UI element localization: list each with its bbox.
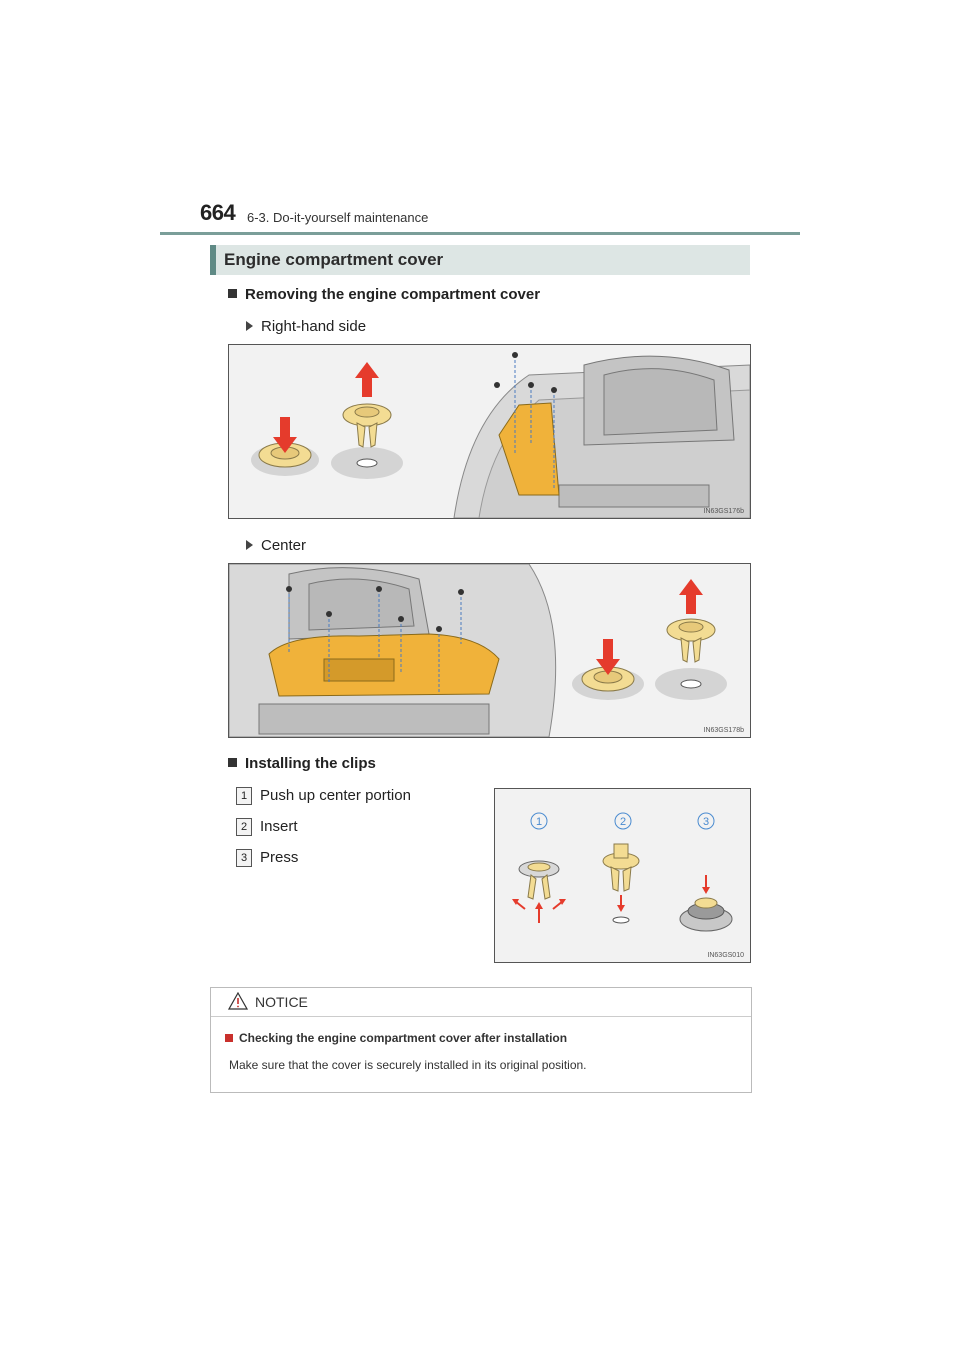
square-bullet-icon <box>228 758 237 767</box>
warning-triangle-icon <box>228 992 248 1010</box>
figure-id: IN63GS010 <box>707 952 744 959</box>
right-hand-side-figure <box>228 344 751 519</box>
center-label: Center <box>261 537 307 554</box>
removing-title: Removing the engine compartment cover <box>245 286 541 303</box>
center-figure <box>228 563 751 738</box>
square-bullet-icon <box>228 289 237 298</box>
engine-bay-right-illustration <box>229 345 750 518</box>
engine-bay-center-illustration <box>229 564 750 737</box>
step-text: Press <box>260 849 299 866</box>
notice-title: NOTICE <box>255 994 308 1010</box>
notice-subtitle: Checking the engine compartment cover after installation <box>239 1031 568 1045</box>
clip-steps-illustration <box>495 789 750 962</box>
section-heading <box>210 245 750 275</box>
header-rule <box>160 232 800 235</box>
step-2 <box>236 818 298 836</box>
right-hand-side-bullet <box>246 318 366 335</box>
notice-header <box>211 988 751 1017</box>
fig-label-1: 1 <box>535 816 543 828</box>
step-1 <box>236 787 411 805</box>
step-number: 1 <box>236 787 252 805</box>
notice-body: Make sure that the cover is securely installed in its original position. <box>229 1058 587 1072</box>
section-title: 6-3. Do-it-yourself maintenance <box>247 210 429 225</box>
removing-subheading <box>228 286 540 303</box>
installing-subheading <box>228 755 376 772</box>
fig-label-2: 2 <box>619 816 627 828</box>
heading-title: Engine compartment cover <box>224 250 444 269</box>
step-text: Push up center portion <box>260 787 411 804</box>
triangle-bullet-icon <box>246 321 253 331</box>
step-number: 3 <box>236 849 252 867</box>
step-number: 2 <box>236 818 252 836</box>
square-bullet-icon <box>225 1034 233 1042</box>
step-text: Insert <box>260 818 298 835</box>
center-bullet <box>246 537 306 554</box>
page-number: 664 <box>200 200 236 225</box>
fig-label-3: 3 <box>702 816 710 828</box>
figure-id: IN63GS178b <box>703 727 744 734</box>
installing-title: Installing the clips <box>245 755 376 772</box>
installing-clips-figure <box>494 788 751 963</box>
step-3 <box>236 849 298 867</box>
notice-subheading <box>225 1031 567 1045</box>
triangle-bullet-icon <box>246 540 253 550</box>
right-hand-side-label: Right-hand side <box>261 318 367 335</box>
figure-id: IN63GS176b <box>703 508 744 515</box>
notice-box <box>210 987 752 1093</box>
heading-accent-bar <box>210 245 216 275</box>
